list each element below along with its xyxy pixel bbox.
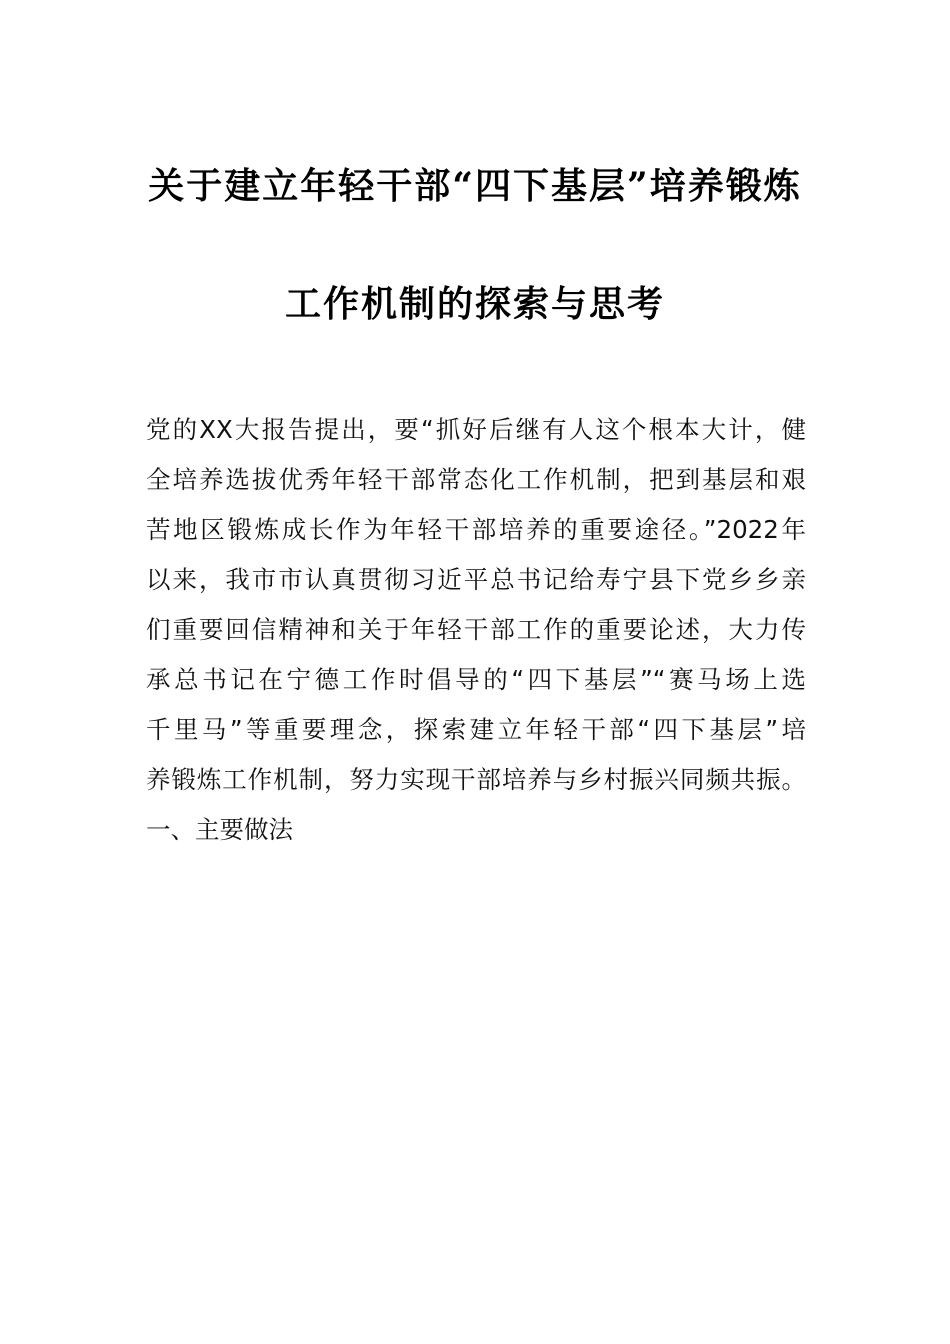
body-line: 苦地区锻炼成长作为年轻干部培养的重要途径。”2022年: [146, 515, 806, 544]
body-line: 养锻炼工作机制，努力实现干部培养与乡村振兴同频共振。: [146, 765, 806, 794]
section-heading: 一、主要做法: [146, 815, 293, 844]
body-line: 承总书记在宁德工作时倡导的“四下基层”“赛马场上选: [146, 665, 806, 694]
body-line: 们重要回信精神和关于年轻干部工作的重要论述，大力传: [146, 615, 806, 644]
body-line: 全培养选拔优秀年轻干部常态化工作机制，把到基层和艰: [146, 465, 806, 494]
title-line-1: 关于建立年轻干部“四下基层”培养锻炼: [148, 165, 802, 207]
title-line-2: 工作机制的探索与思考: [284, 283, 665, 325]
body-line: 以来，我市市认真贯彻习近平总书记给寿宁县下党乡乡亲: [146, 565, 806, 594]
body-paragraph: [146, 405, 806, 855]
body-line: 党的XX大报告提出，要“抓好后继有人这个根本大计，健: [146, 415, 806, 444]
body-line: 千里马”等重要理念，探索建立年轻干部“四下基层”培: [146, 715, 806, 744]
